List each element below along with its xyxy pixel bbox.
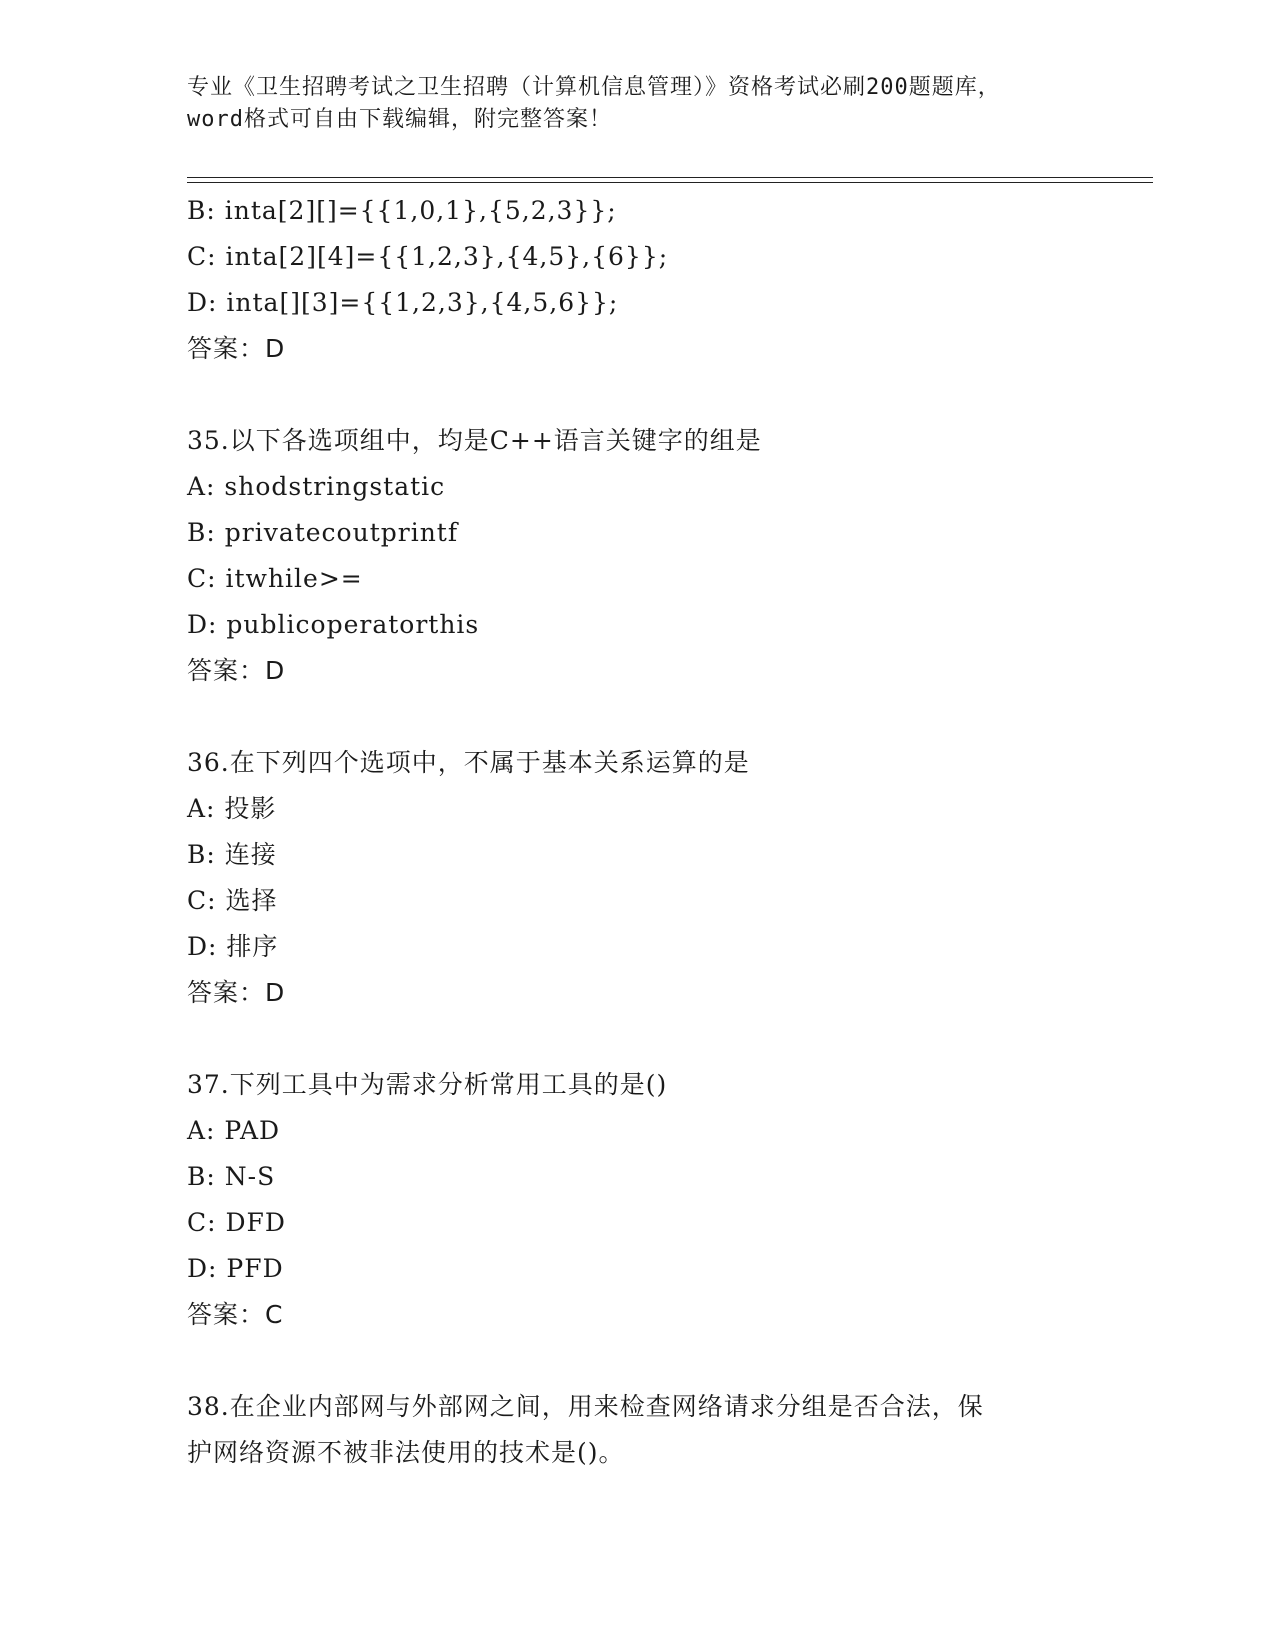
- question-text-line-2: 护网络资源不被非法使用的技术是()。: [187, 1438, 625, 1467]
- question-text: 37.下列工具中为需求分析常用工具的是(): [187, 1070, 668, 1099]
- header-rule-bottom: [187, 182, 1153, 183]
- header-line-2: word格式可自由下载编辑，附完整答案！: [187, 107, 612, 132]
- question-text-line-1: 38.在企业内部网与外部网之间，用来检查网络请求分组是否合法，保: [187, 1392, 984, 1421]
- question-text: 36.在下列四个选项中，不属于基本关系运算的是: [187, 748, 750, 777]
- option-d: D: inta[][3]={{1,2,3},{4,5,6}};: [187, 288, 619, 317]
- option-c: C: inta[2][4]={{1,2,3},{4,5},{6}};: [187, 242, 669, 271]
- option-b: B: privatecoutprintf: [187, 518, 459, 547]
- question-34-tail: [187, 188, 1087, 372]
- option-b: B: N-S: [187, 1162, 276, 1191]
- document-header: [187, 72, 1087, 136]
- option-d: D: publicoperatorthis: [187, 610, 480, 639]
- header-line-1: 专业《卫生招聘考试之卫生招聘（计算机信息管理）》资格考试必刷200题题库，: [187, 75, 1001, 100]
- option-d: D: 排序: [187, 932, 279, 961]
- header-rule-top: [187, 177, 1153, 178]
- question-36: [187, 740, 1087, 1016]
- question-38: [187, 1384, 1087, 1476]
- option-c: C: DFD: [187, 1208, 286, 1237]
- answer: 答案：D: [187, 656, 286, 685]
- question-list: [187, 188, 1087, 1476]
- option-a: A: 投影: [187, 794, 277, 823]
- option-a: A: shodstringstatic: [187, 472, 446, 501]
- question-37: [187, 1062, 1087, 1338]
- option-a: A: PAD: [187, 1116, 281, 1145]
- option-d: D: PFD: [187, 1254, 284, 1283]
- answer: 答案：D: [187, 334, 286, 363]
- option-b: B: 连接: [187, 840, 277, 869]
- question-35: [187, 418, 1087, 694]
- answer: 答案：D: [187, 978, 286, 1007]
- option-c: C: 选择: [187, 886, 278, 915]
- option-b: B: inta[2][]={{1,0,1},{5,2,3}};: [187, 196, 617, 225]
- answer: 答案：C: [187, 1300, 284, 1329]
- question-text: 35.以下各选项组中，均是C++语言关键字的组是: [187, 426, 762, 455]
- option-c: C: itwhile>=: [187, 564, 363, 593]
